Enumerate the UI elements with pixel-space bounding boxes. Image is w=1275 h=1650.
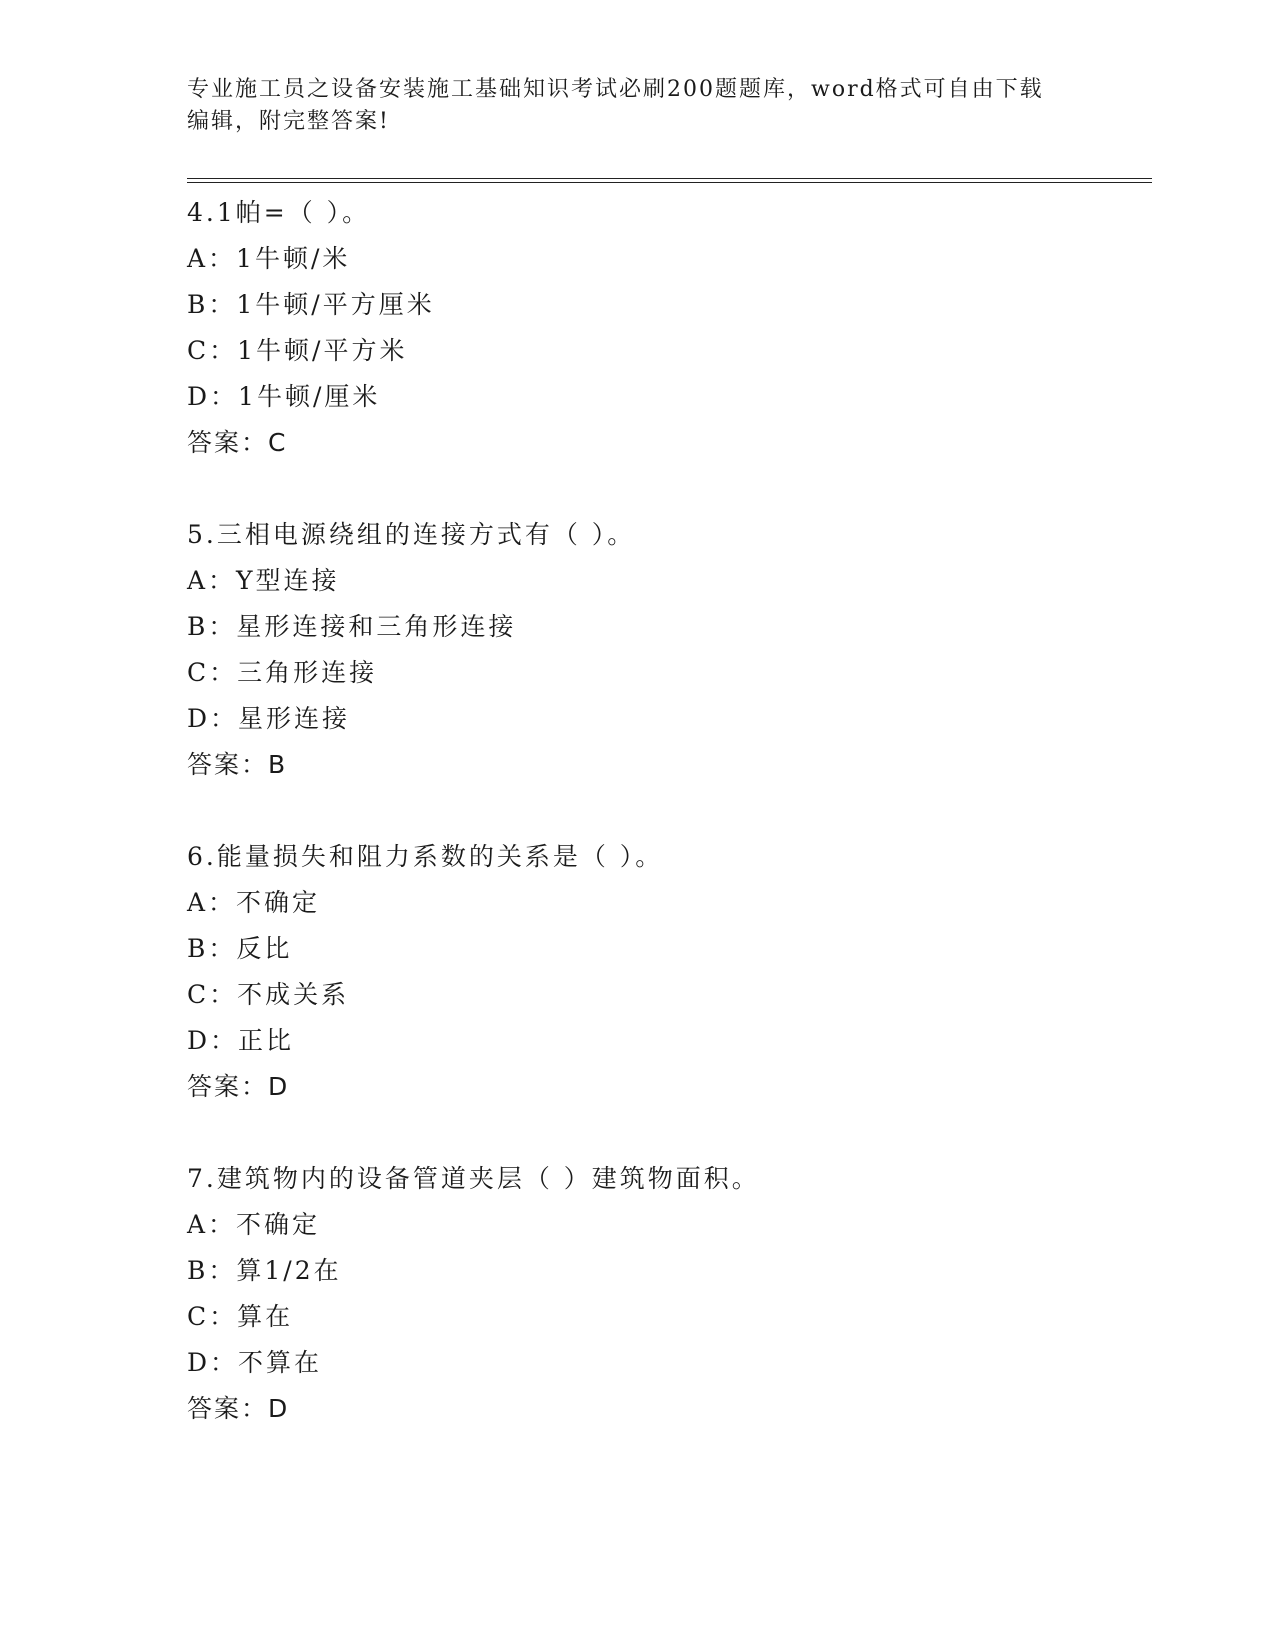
answer-line: 答案：B [187, 750, 288, 779]
option-b: B：1牛顿/平方厘米 [187, 290, 435, 319]
option-c: C：不成关系 [187, 980, 350, 1009]
header-title-line1: 专业施工员之设备安装施工基础知识考试必刷200题题库，word格式可自由下载 [187, 77, 1044, 102]
option-a: A：不确定 [187, 1210, 321, 1239]
question-item [187, 1156, 1152, 1432]
question-stem: 7.建筑物内的设备管道夹层（ ）建筑物面积。 [187, 1164, 760, 1193]
question-stem: 4.1帕=（ ）。 [187, 198, 371, 227]
answer-line: 答案：D [187, 1072, 290, 1101]
answer-line: 答案：C [187, 428, 288, 457]
option-b: B：算1/2在 [187, 1256, 342, 1285]
question-item [187, 834, 1152, 1110]
option-c: C：算在 [187, 1302, 294, 1331]
question-stem: 5.三相电源绕组的连接方式有（ ）。 [187, 520, 636, 549]
option-c: C：三角形连接 [187, 658, 378, 687]
option-a: A：Y型连接 [187, 566, 340, 595]
header-divider-top [187, 178, 1152, 179]
option-d: D：星形连接 [187, 704, 351, 733]
document-header [187, 74, 1067, 138]
option-d: D：不算在 [187, 1348, 323, 1377]
header-divider-bottom [187, 182, 1152, 183]
question-item [187, 190, 1152, 466]
option-a: A：1牛顿/米 [187, 244, 351, 273]
question-list [187, 190, 1152, 1478]
question-item [187, 512, 1152, 788]
option-b: B：星形连接和三角形连接 [187, 612, 517, 641]
option-d: D：1牛顿/厘米 [187, 382, 381, 411]
option-c: C：1牛顿/平方米 [187, 336, 408, 365]
answer-line: 答案：D [187, 1394, 290, 1423]
header-title-line2: 编辑，附完整答案! [187, 109, 390, 134]
option-a: A：不确定 [187, 888, 321, 917]
question-stem: 6.能量损失和阻力系数的关系是（ ）。 [187, 842, 664, 871]
option-d: D：正比 [187, 1026, 295, 1055]
option-b: B：反比 [187, 934, 293, 963]
